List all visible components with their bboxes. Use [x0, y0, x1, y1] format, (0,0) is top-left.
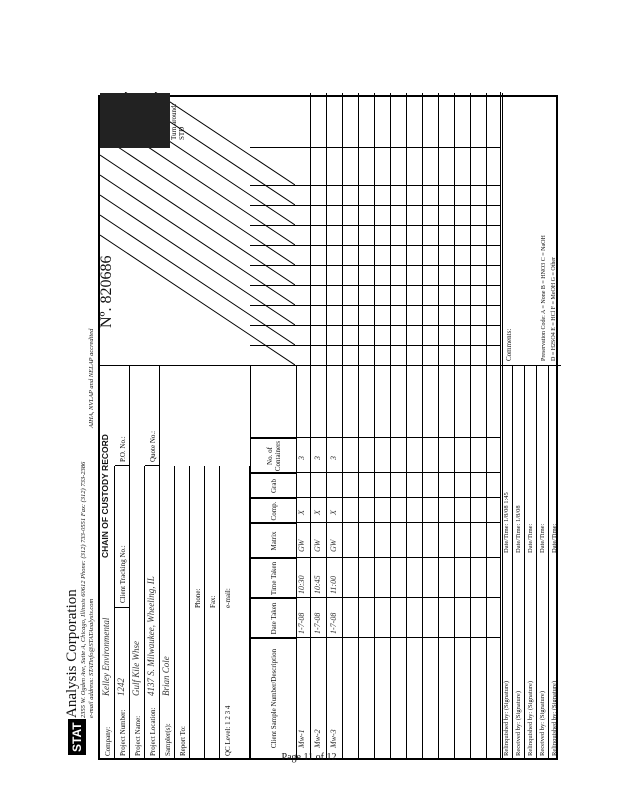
table-row[interactable]: [407, 93, 423, 758]
table-row[interactable]: [455, 93, 471, 758]
comments-box[interactable]: [500, 92, 561, 366]
table-header: [250, 366, 297, 758]
sample-matrix: GW: [313, 539, 322, 552]
grid-line: [250, 472, 500, 473]
coc-number: Nº. 820686: [98, 255, 115, 328]
grid-line: [250, 557, 500, 558]
sample-time: 11:00: [329, 575, 338, 594]
col-date: Date Taken: [251, 598, 296, 638]
form-title: CHAIN OF CUSTODY RECORD: [100, 434, 110, 558]
col-grab: Grab: [251, 473, 296, 498]
col-matrix: Matrix: [251, 523, 296, 558]
comments-label: Comments:: [505, 328, 513, 361]
col-time: Time Taken: [251, 558, 296, 598]
project-name-label: Project Name:: [134, 715, 142, 756]
company-address: 2355 W. Ogden Ave, Suite A, Chicago, Illinois 60612 Phone: (312) 733-0551 Fax: (312) 733-2386: [80, 461, 87, 718]
sample-time: 10:30: [297, 575, 306, 594]
sig-label: Received by: (Signature): [539, 691, 546, 756]
sample-comp: X: [313, 510, 322, 515]
report-to-label: Report To:: [179, 726, 187, 756]
table-row[interactable]: [343, 93, 359, 758]
sample-id: Mw-1: [297, 729, 306, 748]
preservation-code-2: D = H2SO4 E = HCl F = MeOH G = Other: [551, 256, 557, 361]
fax-field[interactable]: [205, 466, 220, 758]
company-email: e-mail address: STATinfo@STATAnalysis.com: [88, 598, 95, 718]
sample-matrix: GW: [297, 539, 306, 552]
table-row[interactable]: [295, 93, 311, 758]
project-name-value: Gulf Kile Whse: [131, 641, 141, 696]
sig-datetime: Date/Time:: [527, 523, 534, 553]
sig-datetime: Date/Time: 1/8/08 1:45: [503, 492, 510, 553]
grid-line: [250, 522, 500, 523]
report-to-field[interactable]: [175, 466, 190, 758]
sig-label: Received by: (Signature): [515, 691, 522, 756]
signature-row[interactable]: [548, 366, 561, 758]
sampler-field[interactable]: [160, 466, 175, 758]
client-tracking-box[interactable]: [115, 465, 130, 608]
sample-id: Mw-3: [329, 729, 338, 748]
qc-email-field[interactable]: [220, 466, 250, 758]
table-row[interactable]: [423, 93, 439, 758]
table-row[interactable]: [311, 93, 327, 758]
sample-matrix: GW: [329, 539, 338, 552]
accreditation: AIHA, NVLAP and NELAP accredited: [88, 328, 95, 428]
grid-line: [250, 437, 500, 438]
lab-use-shaded: [100, 93, 170, 148]
sample-date: 1-7-08: [329, 612, 338, 634]
project-location-field[interactable]: [145, 466, 160, 758]
coc-form: [64, 95, 558, 760]
table-row[interactable]: [439, 93, 455, 758]
stat-logo: STAT: [68, 719, 86, 755]
preservation-code: Preservation Code: A = None B = HNO3 C = NaOH: [541, 235, 547, 361]
quote-label: Quote No.:: [149, 430, 157, 462]
table-row[interactable]: [327, 93, 343, 758]
quote-field[interactable]: [145, 366, 160, 466]
company-value: Kelley Environmental: [101, 617, 111, 696]
project-number-value: 1242: [116, 678, 126, 696]
grid-line: [250, 637, 500, 638]
sample-containers: 3: [297, 456, 306, 460]
sample-id: Mw-2: [313, 729, 322, 748]
sample-rows: [295, 93, 500, 758]
sig-datetime: Date/Time: 1/8/08: [515, 505, 522, 553]
sig-datetime: Date/Time:: [539, 523, 546, 553]
qc-level-label: QC Level: 1 2 3 4: [224, 705, 232, 756]
sample-containers: 3: [329, 456, 338, 460]
col-containers: No. of Containers: [251, 438, 296, 473]
sig-label: Relinquished by: (Signature): [527, 680, 534, 756]
sampler-value: Brian Cole: [161, 656, 171, 696]
turnaround: Turn around: STD: [170, 103, 186, 140]
project-location-value: 4137 S. Milwaukee, Wheeling, IL: [146, 576, 156, 696]
company-name: Analysis Corporation: [64, 589, 80, 718]
grid-line: [250, 597, 500, 598]
sig-label: Relinquished by: (Signature): [551, 680, 558, 756]
client-tracking-label: Client Tracking No.:: [119, 545, 127, 603]
sig-datetime: Date/Time:: [551, 523, 558, 553]
sample-containers: 3: [313, 456, 322, 460]
phone-field[interactable]: [190, 466, 205, 758]
page-footer: Page 11 of 12: [281, 752, 337, 763]
sample-comp: X: [329, 510, 338, 515]
sampler-label: Sampler(s):: [164, 723, 172, 756]
col-description: Client Sample Number/Description: [251, 638, 296, 758]
project-location-label: Project Location:: [149, 707, 157, 756]
company-field[interactable]: [100, 466, 115, 758]
project-name-field[interactable]: [130, 466, 145, 758]
table-row[interactable]: [471, 93, 487, 758]
sig-label: Relinquished by: (Signature): [503, 680, 510, 756]
po-field[interactable]: [115, 366, 130, 466]
po-label: P.O. No.:: [119, 436, 127, 462]
table-row[interactable]: [375, 93, 391, 758]
table-row[interactable]: [359, 93, 375, 758]
sample-comp: X: [297, 510, 306, 515]
project-number-label: Project Number:: [119, 709, 127, 756]
fax-label: Fax:: [209, 595, 217, 608]
sample-date: 1-7-08: [313, 612, 322, 634]
email-label: e-mail:: [224, 588, 232, 608]
col-comp: Comp.: [251, 498, 296, 523]
company-label: Company:: [104, 726, 112, 756]
table-row[interactable]: [391, 93, 407, 758]
phone-label: Phone:: [194, 588, 202, 608]
grid-line: [250, 497, 500, 498]
sample-time: 10:45: [313, 575, 322, 594]
sample-date: 1-7-08: [297, 612, 306, 634]
